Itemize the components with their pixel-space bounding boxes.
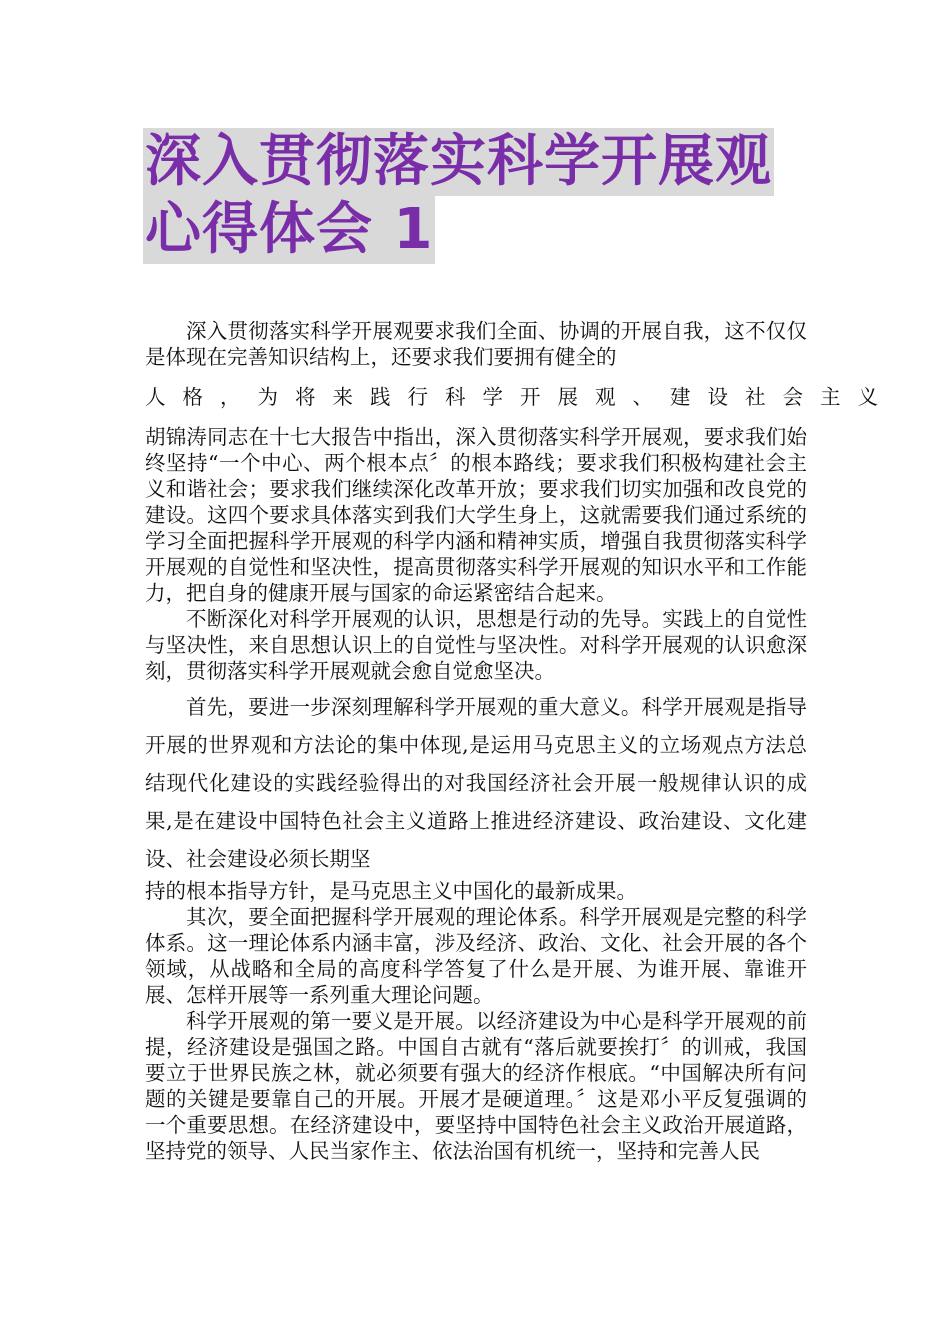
title-line-2: 心得体会 1 (145, 197, 434, 262)
paragraph-2: 胡锦涛同志在十七大报告中指出，深入贯彻落实科学开展观，要求我们始终坚持“一个中心、两个根本点〞的根本路线；要求我们积极构建社会主义和谐社会；要求我们继续深化改革开放；要求我们切实加强和改良党的建设。这四个要求具体落实到我们大学生身上，这就需要我们通过系统的学习全面把握科学开展观的科学内涵和精神实质，增强自我贯彻落实科学开展观的自觉性和坚决性，提高贯彻落实科学开展观的知识水平和工作能力，把自身的健康开展与国家的命运紧密结合起来。 (145, 425, 807, 605)
document-title (143, 128, 813, 264)
paragraph-4: 首先，要进一步深刻理解科学开展观的重大意义。科学开展观是指导开展的世界观和方法论的集中体现,是运用马克思主义的立场观点方法总结现代化建设的实践经验得出的对我国经济社会开展一般规律认识的成果,是在建设中国特色社会主义道路上推进经济建设、政治建设、文化建设、社会建设必须长期坚 (145, 695, 807, 871)
paragraph-4-continued: 持的根本指导方针，是马克思主义中国化的最新成果。 (145, 879, 637, 903)
paragraph-1: 深入贯彻落实科学开展观要求我们全面、协调的开展自我，这不仅仅是体现在完善知识结构上，还要求我们要拥有健全的 (145, 319, 807, 369)
paragraph-1-continued: 人格，为将来践行科学开展观、建设社会主义 (145, 385, 895, 409)
paragraph-3: 不断深化对科学开展观的认识，思想是行动的先导。实践上的自觉性与坚决性，来自思想认识上的自觉性与坚决性。对科学开展观的认识愈深刻，贯彻落实科学开展观就会愈自觉愈坚决。 (145, 607, 807, 683)
paragraph-6: 科学开展观的第一要义是开展。以经济建设为中心是科学开展观的前提，经济建设是强国之路。中国自古就有“落后就要挨打〞的训戒，我国要立于世界民族之林，就必须要有强大的经济作根底。“中国解决所有问题的关键是要靠自己的开展。开展才是硬道理。〞这是邓小平反复强调的一个重要思想。在经济建设中，要坚持中国特色社会主义政治开展道路，坚持党的领导、人民当家作主、依法治国有机统一，坚持和完善人民 (145, 1009, 807, 1163)
title-line-1: 深入贯彻落实科学开展观 (145, 129, 772, 194)
document-body (145, 318, 895, 1164)
paragraph-5: 其次，要全面把握科学开展观的理论体系。科学开展观是完整的科学体系。这一理论体系内涵丰富，涉及经济、政治、文化、社会开展的各个领域，从战略和全局的高度科学答复了什么是开展、为谁开展、靠谁开展、怎样开展等一系列重大理论问题。 (145, 905, 807, 1007)
